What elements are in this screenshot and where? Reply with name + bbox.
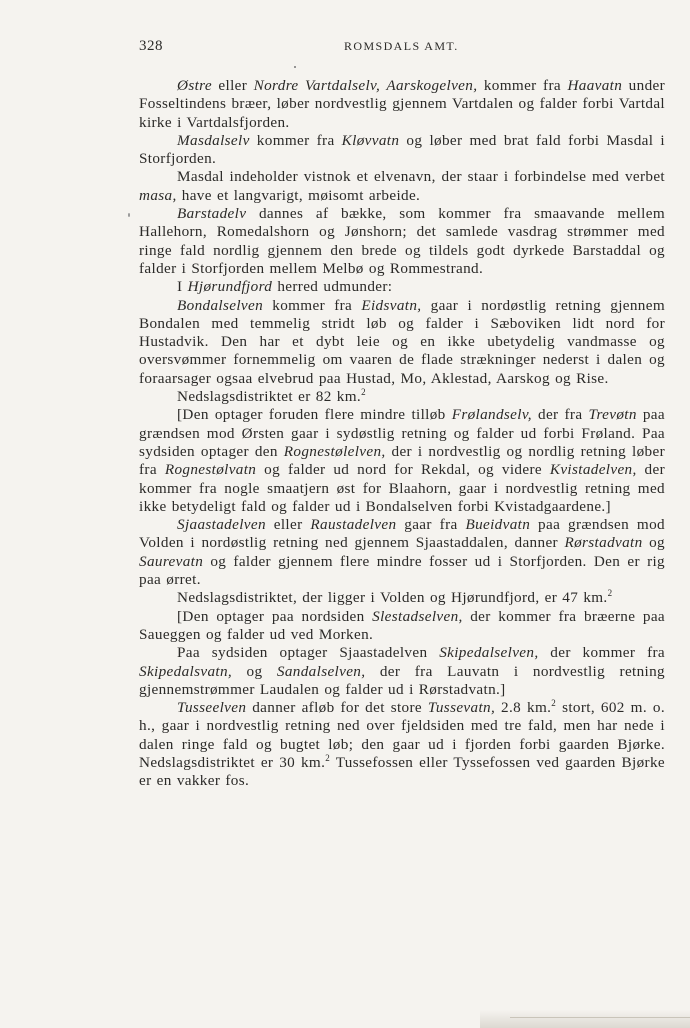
italic-name: Bondalselven [177, 296, 264, 314]
text-run: Nedslagsdistriktet er 82 km. [177, 388, 362, 406]
italic-name: Skipedalselven, [439, 644, 539, 662]
italic-name: Slestadselven, [372, 607, 463, 625]
paragraph [139, 297, 665, 388]
paragraph [139, 77, 665, 132]
text-run: der i nordvestlig og nordlig retning løber fra [139, 442, 665, 479]
text-run: Tussefossen eller Tyssefossen ved gaarden Bjørke er en vakker fos. [139, 753, 665, 790]
text-run: eller [211, 77, 254, 94]
text-run: og løber med brat fald forbi Masdal i Storfjorden. [139, 131, 665, 168]
paragraph [139, 388, 665, 406]
text-run: der kommer fra nogle smaatjern øst for Blaahorn, gaar i nordvestlig retning med ikke betydeligt fald og falder ud i Bondalselven forbi Kvistadgaardene.] [139, 461, 665, 515]
text-run: Nedslagsdistriktet, der ligger i Volden og Hjørundfjord, er 47 km. [177, 589, 608, 607]
text-run: og [642, 534, 665, 552]
text-run: kommer fra [263, 296, 362, 314]
text-run: Masdal indeholder vistnok et elvenavn, der staar i forbindelse med verbet [177, 168, 665, 186]
italic-name: Tussevatn, [427, 699, 496, 717]
page-curl-shadow [480, 1010, 690, 1028]
italic-name: Barstadelv [177, 205, 247, 223]
text-run: danner afløb for det store [246, 699, 428, 717]
paragraph [139, 608, 665, 645]
superscript: 2 [551, 698, 557, 709]
print-speck [294, 66, 296, 68]
italic-name: Østre [177, 77, 212, 94]
text-run: paa grændsen mod Volden i nordøstlig retning ned gjennem Sjaastaddalen, danner [139, 516, 665, 552]
superscript: 2 [361, 387, 366, 398]
italic-name: Rørstadvatn [564, 534, 643, 552]
italic-name: Kvistadelven, [549, 461, 637, 479]
italic-name: Tusseelven [177, 699, 247, 717]
paragraph [139, 278, 665, 296]
text-run: der fra [531, 406, 589, 424]
text-run: [Den optager foruden flere mindre tilløb [177, 406, 452, 424]
italic-name: Trevøtn [588, 406, 637, 424]
italic-name: Eidsvatn, [361, 296, 422, 314]
paragraph [139, 132, 665, 169]
text-run: [Den optager paa nordsiden [177, 607, 373, 625]
italic-name: Hjørundfjord [187, 278, 273, 296]
body-text [139, 77, 665, 791]
paragraph [139, 699, 665, 790]
text-run: 2.8 km. [495, 699, 552, 717]
superscript: 2 [325, 752, 331, 763]
text-run: have et langvarigt, møisomt arbeide. [176, 186, 421, 204]
text-run: kommer fra [477, 77, 568, 94]
text-run: under Fosseltindens bræer, løber nordvestlig gjennem Vartdalen og falder forbi Vartdal kirke i Vartdalsfjorden. [139, 77, 666, 131]
text-run: herred udmunder: [272, 278, 393, 296]
page-number: 328 [139, 38, 163, 54]
paragraph [139, 516, 665, 589]
paragraph [139, 168, 665, 205]
print-speck [128, 213, 130, 217]
italic-name: Sjaastadelven [177, 516, 266, 534]
text-run: eller [265, 516, 311, 534]
text-run: der fra Lauvatn i nordvestlig retning gjennemstrømmer Laudalen og falder ud i Rørstadvatn.] [139, 662, 665, 698]
text-run: stort, 602 m. o. h., gaar i nordvestlig retning ned over fjeldsiden med tre fald, men har nede i dalen ringe fald og bugtet løb; den gaar ud i fjorden forbi gaarden Bjørke. Nedslagsdistriktet er 30 km. [139, 699, 665, 771]
superscript: 2 [607, 588, 613, 599]
italic-name: Haavatn [567, 77, 623, 94]
italic-name: Skipedalsvatn, [139, 662, 233, 680]
page-header [139, 38, 665, 58]
text-run: gaar fra [396, 516, 466, 534]
italic-name: Nordre Vartdalselv, Aarskogelven, [253, 77, 478, 94]
page-edge-line [510, 1017, 690, 1018]
italic-name: Rognestølelven, [283, 442, 386, 460]
italic-name: Sandalselven, [276, 662, 366, 680]
text-run: dannes af bække, som kommer fra smaavande mellem Hallehorn, Romedalshorn og Jønshorn; det samlede vasdrag strømmer med ringe fald nordlig gjennem den brede og tildels godt dyrkede Barstaddal og falder i Storfjorden mellem Melbø og Rommestrand. [139, 205, 665, 277]
text-run: der kommer fra [538, 644, 665, 662]
text-run: I [177, 278, 188, 296]
text-run: og [232, 662, 277, 680]
italic-name: Frølandselv, [451, 406, 532, 424]
paragraph [139, 205, 665, 278]
paragraph [139, 406, 665, 516]
paragraph [139, 589, 665, 607]
text-run: og falder gjennem flere mindre fosser ud i Storfjorden. Den er rig paa ørret. [139, 552, 665, 589]
text-run: gaar i nordøstlig retning gjennem Bondalen med temmelig stridt løb og falder i Sæboviken lidt nord for Hustadvik. Den har et dybt leie og en ikke ubetydelig vandmasse og oversvømmer fornemmelig om vaaren de flade strækninger nederst i dalen og foraarsager ogsaa elvebrud paa Hustad, Mo, Aklestad, Aarskog og Rise. [139, 296, 666, 387]
running-head: ROMSDALS AMT. [344, 39, 459, 53]
text-run: paa grændsen mod Ørsten gaar i sydøstlig retning og falder ud forbi Frøland. Paa sydsiden optager den [139, 406, 665, 460]
italic-name: Saurevatn [139, 552, 204, 570]
italic-name: Bueidvatn [465, 516, 531, 534]
italic-name: Masdalselv [177, 131, 250, 149]
text-run: kommer fra [249, 131, 342, 149]
text-run: og falder ud nord for Rekdal, og videre [256, 461, 550, 479]
text-run: der kommer fra bræerne paa Saueggen og falder ud ved Morken. [139, 607, 665, 643]
italic-name: Kløvvatn [341, 131, 400, 149]
italic-name: Rognestølvatn [164, 461, 257, 479]
italic-name: masa, [139, 186, 177, 204]
paragraph [139, 644, 665, 699]
text-run: Paa sydsiden optager Sjaastadelven [177, 644, 440, 662]
italic-name: Raustadelven [310, 516, 397, 534]
